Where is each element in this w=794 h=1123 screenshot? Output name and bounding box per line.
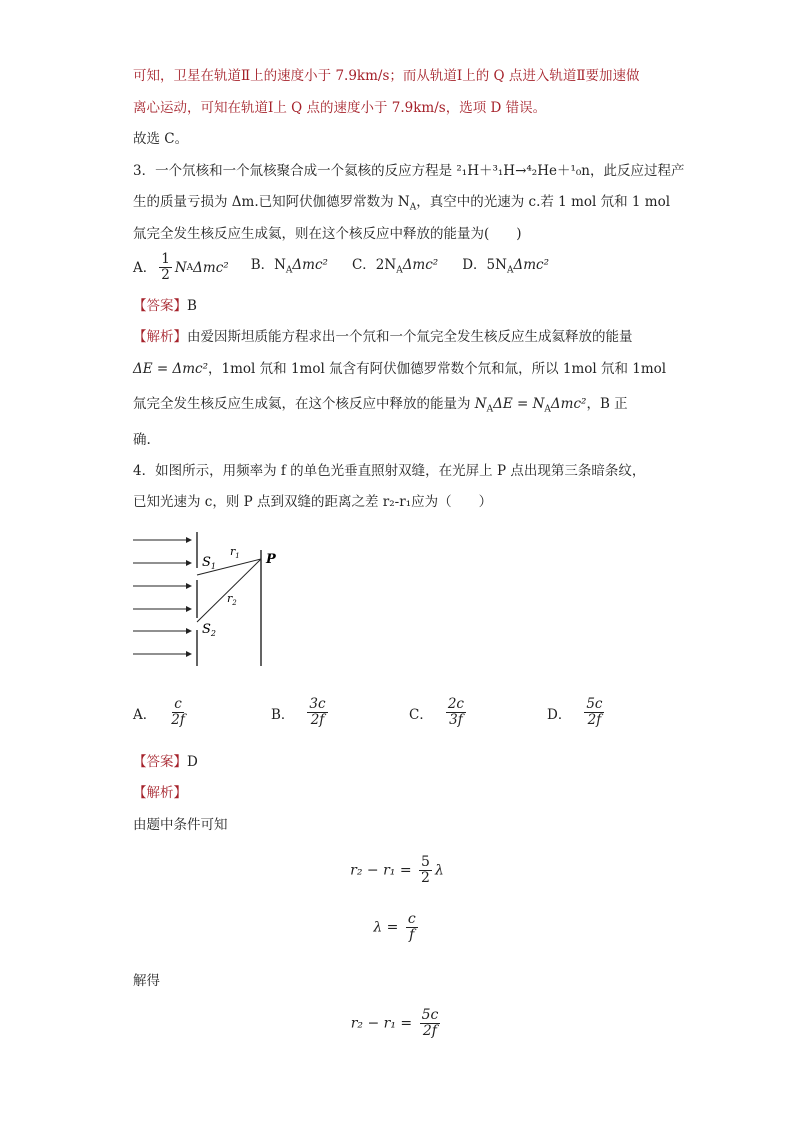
q3-stem-line-3: 氚完全发生核反应生成氦，则在这个核反应中释放的能量为( ) [133, 226, 522, 242]
q3-analysis-line-2: ΔE = Δmc²，1mol 氘和 1mol 氚含有阿伏伽德罗常数个氘和氚，所以 1mol 氘和 1mol [133, 361, 667, 377]
equation-2: λ = $\frac{c}{f}$ [373, 911, 416, 943]
label-s2: $S_2$ [202, 622, 216, 638]
q4-option-d: D． $\frac{5c}{2f}$ [547, 696, 603, 728]
incident-light-arrows [133, 540, 191, 654]
q4-option-c: C． $\frac{2c}{3f}$ [409, 696, 464, 728]
q3-analysis-line-1: 【解析】由爱因斯坦质能方程求出一个氘和一个氚完全发生核反应生成氦释放的能量 [133, 329, 633, 345]
q4-stem-line-2: 已知光速为 c，则 P 点到双缝的距离之差 r₂-r₁应为（ ） [133, 494, 493, 510]
equation-3: r₂ − r₁ = $\frac{5c}{2f}$ [350, 1007, 439, 1039]
q3-options [133, 252, 549, 283]
q4-analysis-text-1: 由题中条件可知 [133, 817, 228, 833]
q3-analysis-line-3: 氚完全发生核反应生成氦，在这个核反应中释放的能量为 $N_A\Delta E = N_A\Delta mc^2$，B 正 [133, 396, 628, 415]
q4-analysis-label: 【解析】 [133, 785, 187, 801]
q3-answer: 【答案】B [133, 298, 197, 314]
q3-option-c: C．$2N_A\Delta mc^2$ [351, 256, 439, 276]
label-r1: $r_1$ [230, 545, 240, 560]
q4-stem-line-1: 4．如图所示，用频率为 f 的单色光垂直照射双缝，在光屏上 P 点出现第三条暗条纹， [133, 463, 646, 479]
double-slit-figure [133, 530, 283, 670]
q4-analysis-text-2: 解得 [133, 973, 160, 989]
label-p: P [266, 552, 276, 567]
label-r2: $r_2$ [227, 592, 237, 607]
q4-option-a: A． $\frac{c}{2f}$ [133, 696, 185, 728]
q3-option-a: A． $\frac{1}{2}$ N A Δmc² [133, 251, 229, 283]
explanation-conclusion: 故选 C。 [133, 131, 189, 147]
q3-stem-line-2: 生的质量亏损为 Δm.已知阿伏伽德罗常数为 $N_A$，真空中的光速为 c.若 1 mol 氘和 1 mol [133, 194, 671, 213]
equation-1: r₂ − r₁ = $\frac{5}{2}$ λ [350, 854, 444, 886]
q3-stem-line-1: 3．一个氘核和一个氚核聚合成一个氦核的反应方程是 ²₁H＋³₁H→⁴₂He＋¹₀n，此反应过程产 [133, 163, 685, 179]
explanation-line-2: 离心运动，可知在轨道Ⅰ上 Q 点的速度小于 7.9km/s，选项 D 错误。 [133, 100, 547, 116]
q3-option-b: B．$N_A\Delta mc^2$ [250, 256, 328, 276]
explanation-line-1: 可知，卫星在轨道Ⅱ上的速度小于 7.9km/s；而从轨道Ⅰ上的 Q 点进入轨道Ⅱ要加速做 [133, 68, 640, 84]
q4-option-b: B． $\frac{3c}{2f}$ [271, 696, 326, 728]
q4-answer: 【答案】D [133, 754, 198, 770]
label-s1: $S_1$ [202, 555, 216, 571]
q3-analysis-line-4: 确. [133, 432, 151, 448]
q3-option-d: D．$5N_A\Delta mc^2$ [462, 256, 549, 276]
